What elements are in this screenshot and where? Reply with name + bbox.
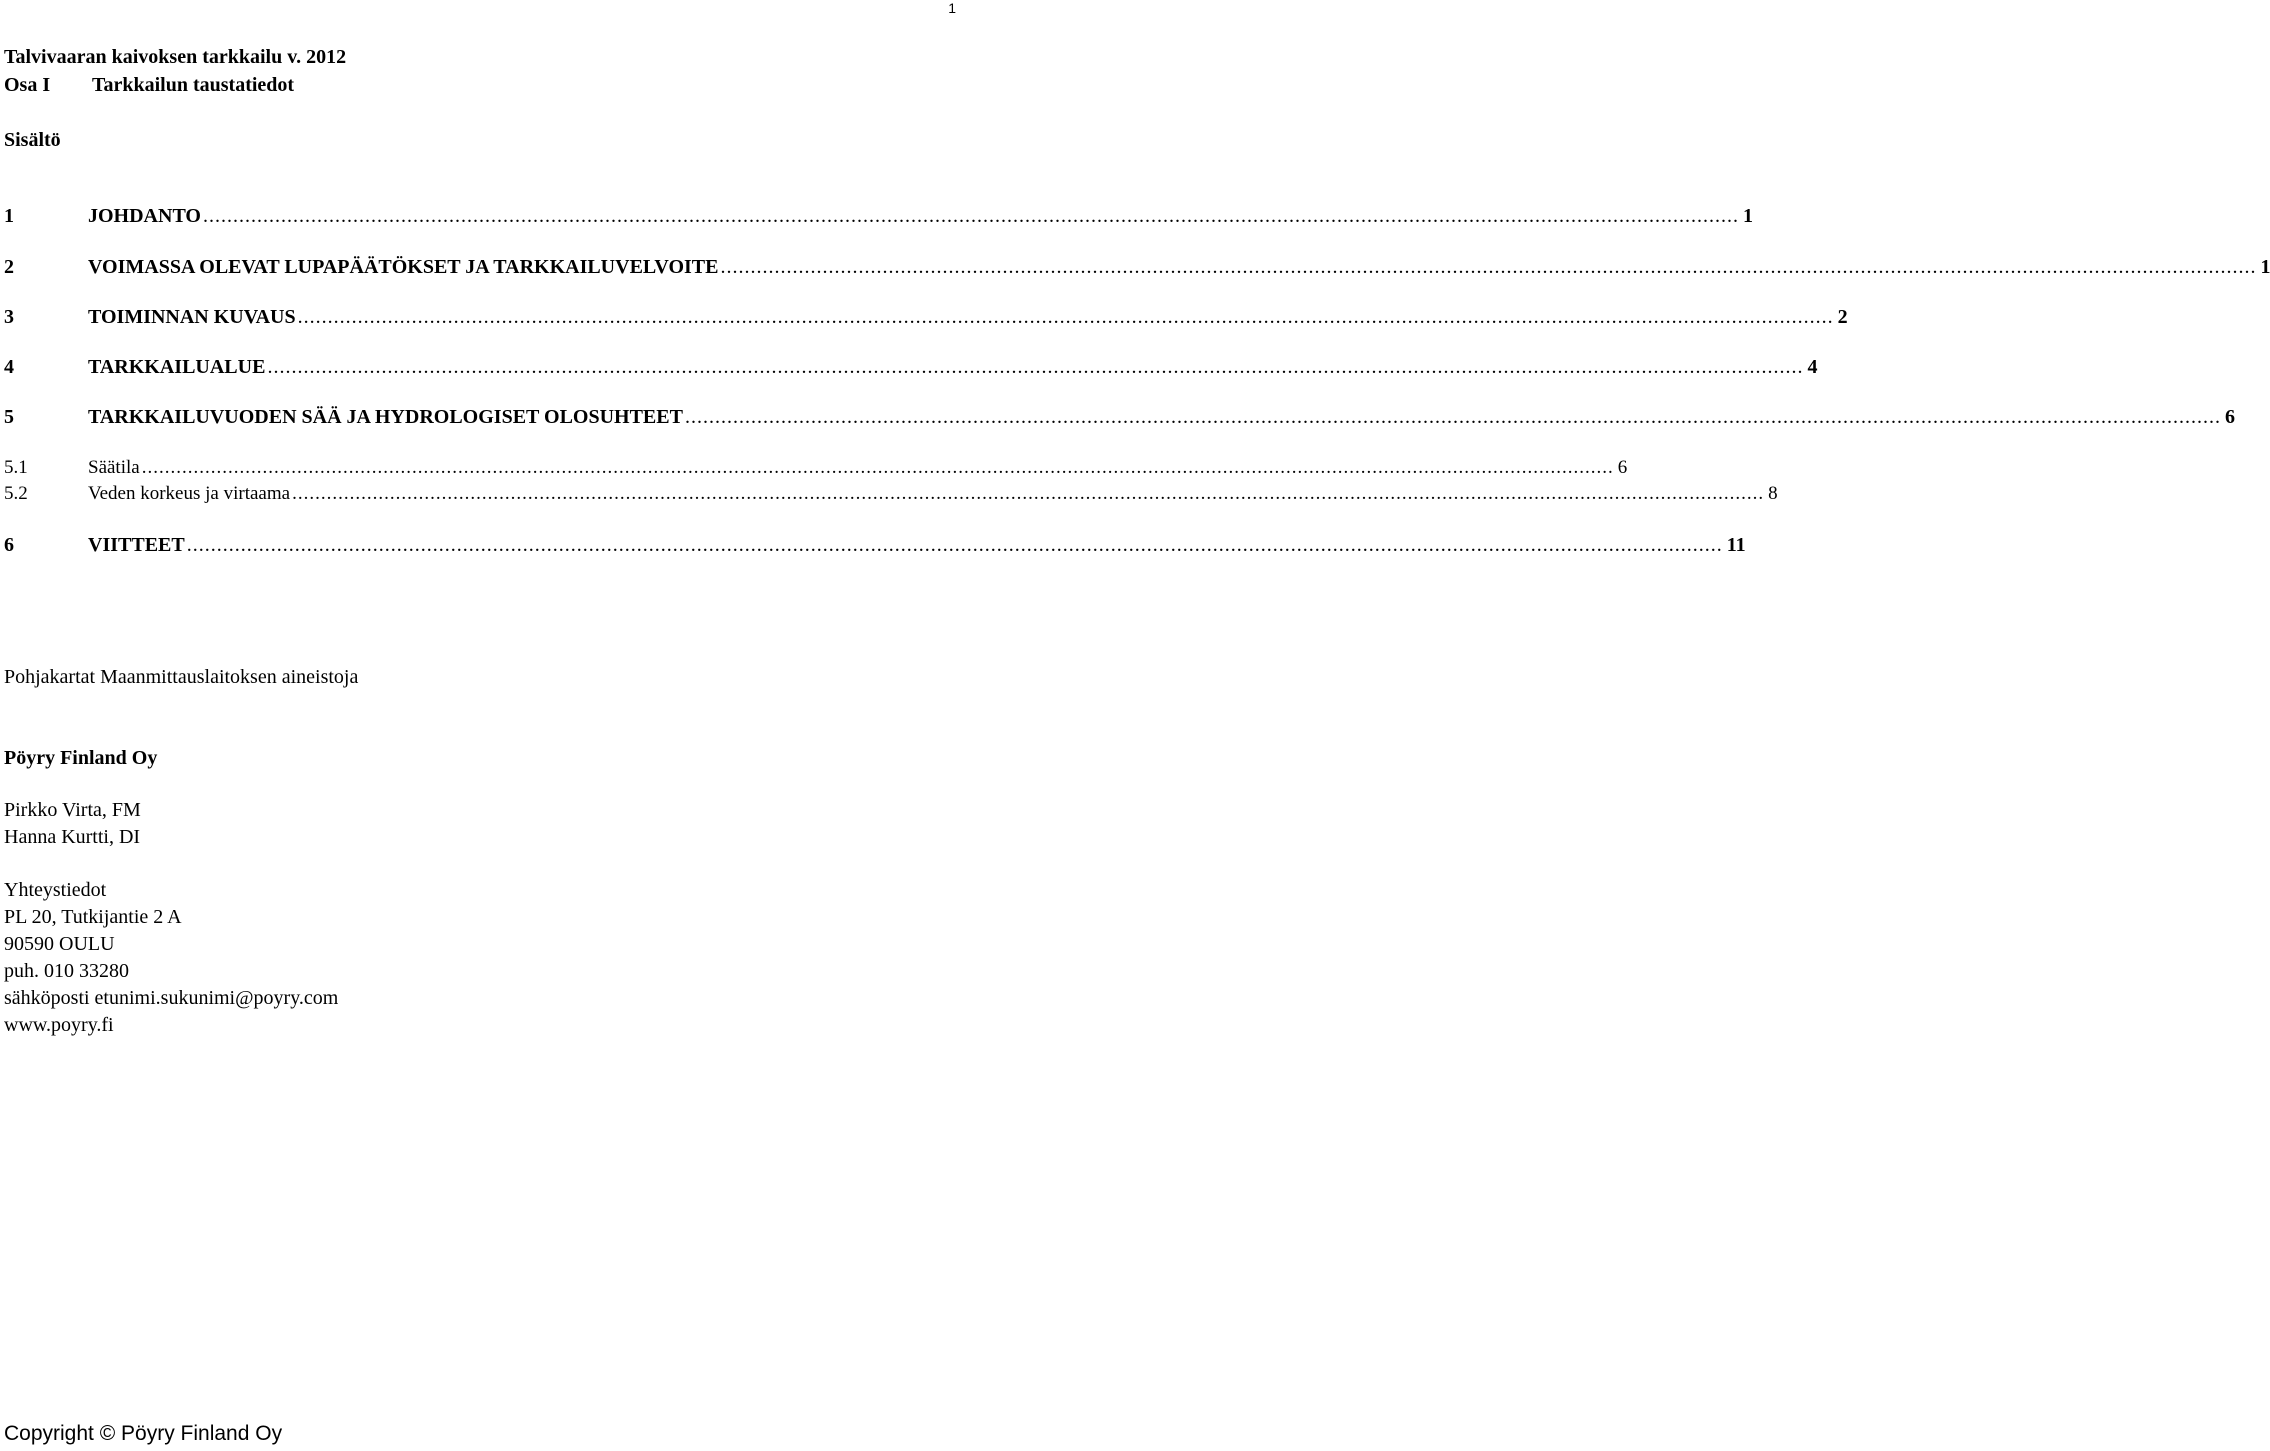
toc-subentry[interactable]	[4, 481, 1778, 507]
author: Pirkko Virta, FM	[4, 799, 141, 821]
subtitle: Tarkkailun taustatiedot	[92, 74, 295, 96]
toc-leader	[298, 304, 1834, 330]
map-source-note: Pohjakartat Maanmittauslaitoksen aineistoja	[4, 666, 359, 688]
toc-entry[interactable]	[4, 254, 2270, 280]
toc-page: 6	[2224, 406, 2235, 428]
toc-leader	[267, 354, 1803, 380]
contact-address: PL 20, Tutkijantie 2 A	[4, 906, 182, 928]
toc-label: Veden korkeus ja virtaama	[88, 483, 291, 504]
company-name: Pöyry Finland Oy	[4, 747, 158, 769]
toc-number: 5.1	[4, 457, 28, 478]
author: Hanna Kurtti, DI	[4, 826, 141, 848]
contact-heading: Yhteystiedot	[4, 879, 107, 901]
contact-info	[4, 877, 338, 1039]
toc-number: 1	[4, 205, 14, 227]
toc-leader	[187, 532, 1723, 558]
toc-number: 5	[4, 406, 14, 428]
contact-phone: puh. 010 33280	[4, 960, 129, 982]
toc-leader	[292, 481, 1764, 507]
toc-page: 4	[1807, 356, 1818, 378]
toc-number: 6	[4, 534, 14, 556]
toc-page: 6	[1617, 457, 1628, 478]
toc-label: TARKKAILUVUODEN SÄÄ JA HYDROLOGISET OLOSUHTEET	[88, 406, 683, 428]
toc-label: JOHDANTO	[88, 205, 201, 227]
toc-entry[interactable]	[4, 354, 1818, 380]
toc-page: 1	[2260, 256, 2270, 278]
toc-page: 11	[1726, 534, 1746, 556]
toc-label: Säätila	[88, 457, 140, 478]
toc-leader	[203, 203, 1739, 229]
toc-number: 3	[4, 306, 14, 328]
toc-leader	[685, 404, 2221, 430]
copyright-footer: Copyright © Pöyry Finland Oy	[4, 1422, 283, 1445]
contact-email[interactable]: sähköposti etunimi.sukunimi@poyry.com	[4, 987, 339, 1009]
toc-page: 8	[1768, 483, 1778, 504]
toc-entry[interactable]	[4, 404, 2235, 430]
title-line: Talvivaaran kaivoksen tarkkailu v. 2012	[4, 46, 347, 68]
toc-number: 2	[4, 256, 14, 278]
toc-label: VIITTEET	[88, 534, 185, 556]
toc-entry[interactable]	[4, 304, 1848, 330]
toc-number: 4	[4, 356, 14, 378]
toc-page: 1	[1742, 205, 1753, 227]
contact-website[interactable]: www.poyry.fi	[4, 1014, 114, 1036]
toc-leader	[142, 455, 1614, 481]
document-title	[4, 43, 346, 99]
toc-subentry[interactable]	[4, 455, 1628, 481]
contact-postal: 90590 OULU	[4, 933, 115, 955]
toc-label: TOIMINNAN KUVAUS	[88, 306, 296, 328]
toc-page: 2	[1837, 306, 1848, 328]
toc-entry[interactable]	[4, 203, 1753, 229]
authors	[4, 797, 141, 851]
page-number: 1	[948, 0, 956, 16]
subtitle-line	[4, 71, 346, 99]
toc-leader	[720, 254, 2256, 280]
toc-entry[interactable]	[4, 532, 1746, 558]
toc-label: VOIMASSA OLEVAT LUPAPÄÄTÖKSET JA TARKKAILUVELVOITE	[88, 256, 719, 278]
part-label: Osa I	[4, 74, 51, 96]
toc-number: 5.2	[4, 483, 28, 504]
contents-heading: Sisältö	[4, 129, 61, 151]
toc-label: TARKKAILUALUE	[88, 356, 266, 378]
